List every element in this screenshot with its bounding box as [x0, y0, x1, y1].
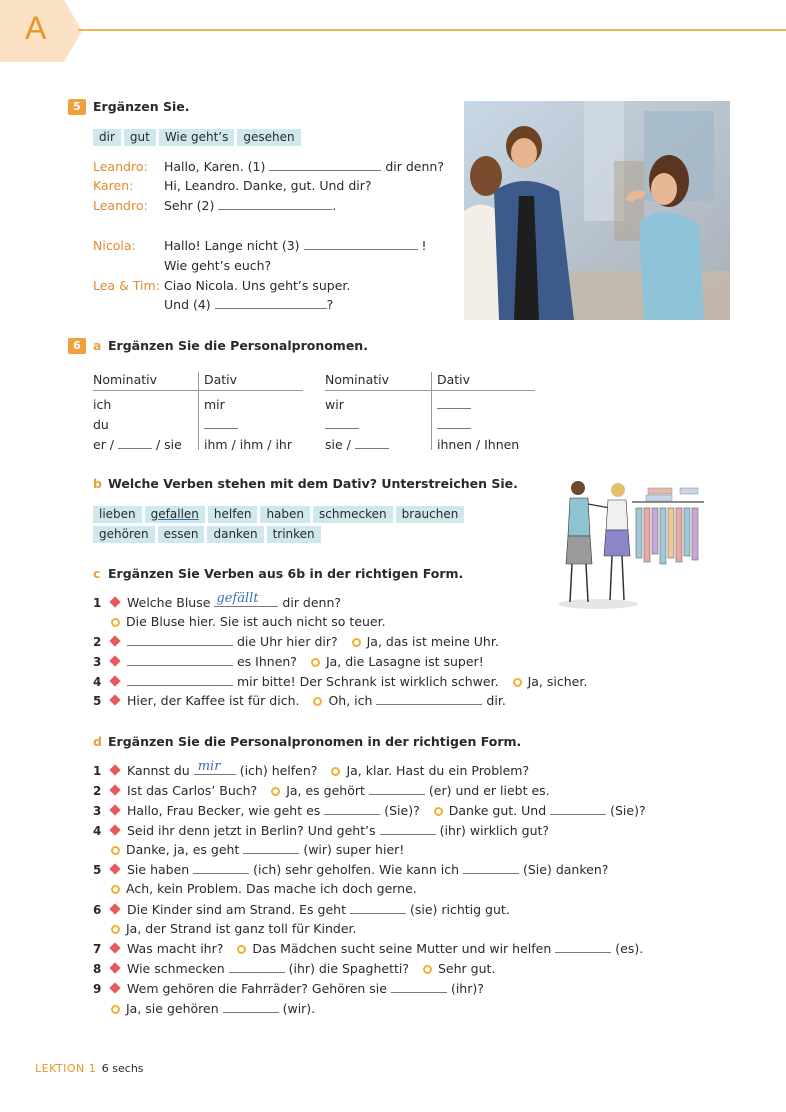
verb-bank-row	[93, 506, 467, 523]
answer-blank[interactable]	[376, 695, 482, 705]
table-cell: sie /	[325, 437, 389, 452]
exercise-item: Ach, kein Problem. Das mache ich doch gerne.	[93, 881, 417, 896]
verb-chip[interactable]: gefallen	[145, 506, 205, 523]
speaker-a-icon	[109, 962, 120, 973]
verb-chip[interactable]: helfen	[208, 506, 258, 523]
speaker-a-icon	[109, 596, 120, 607]
answer-blank[interactable]	[127, 676, 233, 686]
speaker-label: Leandro:	[93, 198, 148, 213]
speaker-b-icon	[111, 846, 120, 855]
table-blank[interactable]	[437, 397, 471, 412]
answer-blank[interactable]	[223, 1003, 279, 1013]
answer-blank[interactable]	[350, 904, 406, 914]
speaker-b-icon	[111, 618, 120, 627]
exercise-item: 3 Hallo, Frau Becker, wie geht es (Sie)? Danke gut. Und (Sie)?	[93, 803, 646, 818]
page-footer	[35, 1062, 144, 1075]
answer-blank[interactable]	[324, 805, 380, 815]
speaker-a-icon	[109, 655, 120, 666]
speaker-b-icon	[311, 658, 320, 667]
verb-chip[interactable]: essen	[158, 526, 205, 543]
handwritten-answer: gefällt	[216, 591, 259, 606]
speaker-b-icon	[313, 697, 322, 706]
answer-blank[interactable]	[355, 439, 389, 449]
answer-blank[interactable]	[555, 943, 611, 953]
speaker-a-icon	[109, 863, 120, 874]
answer-blank[interactable]	[215, 299, 327, 309]
table-blank[interactable]	[325, 417, 359, 432]
dialogue-line: Hi, Leandro. Danke, gut. Und dir?	[164, 178, 372, 193]
verb-chip[interactable]: lieben	[93, 506, 142, 523]
exercise-5-title: Ergänzen Sie.	[93, 99, 190, 114]
dialogue-line: Hallo, Karen. (1) dir denn?	[164, 159, 444, 174]
speaker-a-icon	[109, 942, 120, 953]
dialogue-line: Und (4) ?	[164, 297, 334, 312]
exercise-item: Die Bluse hier. Sie ist auch nicht so teuer.	[93, 614, 386, 629]
exercise-6d-title: Ergänzen Sie die Personalpronomen in der richtigen Form.	[108, 734, 522, 749]
verb-chip[interactable]: gehören	[93, 526, 155, 543]
handwritten-answer: mir	[197, 759, 221, 774]
speaker-b-icon	[237, 945, 246, 954]
exercise-item: 2 die Uhr hier dir? Ja, das ist meine Uhr.	[93, 634, 499, 649]
answer-blank[interactable]	[391, 983, 447, 993]
speaker-a-icon	[109, 903, 120, 914]
table-header: Dativ	[437, 372, 471, 387]
exercise-item: 5 Hier, der Kaffee ist für dich. Oh, ich dir.	[93, 693, 506, 708]
exercise-6b-title: Welche Verben stehen mit dem Dativ? Unterstreichen Sie.	[108, 476, 518, 491]
speaker-label: Karen:	[93, 178, 134, 193]
table-divider	[198, 372, 199, 450]
verb-chip[interactable]: schmecken	[313, 506, 393, 523]
header-rule	[78, 29, 786, 31]
speaker-label: Leandro:	[93, 159, 148, 174]
table-cell: ihm / ihm / ihr	[204, 437, 292, 452]
answer-blank[interactable]	[550, 805, 606, 815]
table-divider	[431, 372, 432, 450]
exercise-item: 5 Sie haben (ich) sehr geholfen. Wie kann ich (Sie) danken?	[93, 862, 609, 877]
verb-chip[interactable]: brauchen	[396, 506, 465, 523]
verb-bank-row	[93, 526, 324, 543]
shopping-illustration	[548, 474, 708, 610]
verb-chip[interactable]: haben	[260, 506, 310, 523]
dialogue-line: Wie geht’s euch?	[164, 258, 272, 273]
lesson-label: LEKTION 1	[35, 1062, 97, 1075]
speaker-b-icon	[271, 787, 280, 796]
exercise-5-word-bank	[93, 129, 304, 146]
speaker-a-icon	[109, 764, 120, 775]
chapter-letter: A	[25, 10, 47, 46]
answer-blank[interactable]	[218, 200, 332, 210]
exercise-6-badge: 6	[68, 338, 86, 354]
speaker-b-icon	[111, 885, 120, 894]
word-chip: Wie geht’s	[159, 129, 235, 146]
speaker-label: Nicola:	[93, 238, 136, 253]
answer-blank[interactable]	[369, 785, 425, 795]
exercise-6a-letter: a	[93, 338, 102, 353]
exercise-item: 4 mir bitte! Der Schrank ist wirklich schwer. Ja, sicher.	[93, 674, 588, 689]
table-header: Nominativ	[93, 372, 158, 387]
table-blank[interactable]	[204, 417, 238, 432]
exercise-5-badge: 5	[68, 99, 86, 115]
speaker-b-icon	[111, 1005, 120, 1014]
table-cell: mir	[204, 397, 225, 412]
answer-blank[interactable]	[380, 825, 436, 835]
dialogue-line: Sehr (2) .	[164, 198, 337, 213]
answer-blank[interactable]	[118, 439, 152, 449]
table-cell: ihnen / Ihnen	[437, 437, 520, 452]
speaker-a-icon	[109, 824, 120, 835]
table-cell: ich	[93, 397, 112, 412]
exercise-item: 6 Die Kinder sind am Strand. Es geht (sie) richtig gut.	[93, 902, 510, 917]
exercise-item: 4 Seid ihr denn jetzt in Berlin? Und geht’s (ihr) wirklich gut?	[93, 823, 550, 838]
table-rule	[325, 390, 535, 391]
word-chip: dir	[93, 129, 121, 146]
speaker-b-icon	[423, 965, 432, 974]
speaker-a-icon	[109, 982, 120, 993]
table-cell: wir	[325, 397, 344, 412]
speaker-b-icon	[352, 638, 361, 647]
answer-blank[interactable]	[127, 636, 233, 646]
exercise-6c-title: Ergänzen Sie Verben aus 6b in der richtigen Form.	[108, 566, 464, 581]
table-header: Dativ	[204, 372, 238, 387]
answer-blank[interactable]	[229, 963, 285, 973]
speaker-a-icon	[109, 675, 120, 686]
answer-blank[interactable]	[127, 656, 233, 666]
exercise-item: Danke, ja, es geht (wir) super hier!	[93, 842, 404, 857]
exercise-item: 9 Wem gehören die Fahrräder? Gehören sie (ihr)?	[93, 981, 484, 996]
speaker-a-icon	[109, 804, 120, 815]
verb-chip[interactable]: trinken	[267, 526, 321, 543]
exercise-item: 7 Was macht ihr? Das Mädchen sucht seine Mutter und wir helfen (es).	[93, 941, 644, 956]
answer-blank[interactable]	[304, 240, 418, 250]
exercise-6a-title: Ergänzen Sie die Personalpronomen.	[108, 338, 368, 353]
table-blank[interactable]	[437, 417, 471, 432]
speaker-a-icon	[109, 694, 120, 705]
exercise-6b-letter: b	[93, 476, 102, 491]
speaker-a-icon	[109, 635, 120, 646]
verb-chip[interactable]: danken	[207, 526, 263, 543]
exercise-6c-letter: c	[93, 566, 101, 581]
table-cell: du	[93, 417, 109, 432]
exercise-item: Ja, der Strand ist ganz toll für Kinder.	[93, 921, 357, 936]
answer-blank[interactable]	[463, 864, 519, 874]
exercise-item: 1 Welche Bluse gefällt dir denn?	[93, 591, 342, 610]
exercise-item: 8 Wie schmecken (ihr) die Spaghetti? Sehr gut.	[93, 961, 496, 976]
answer-blank[interactable]	[243, 844, 299, 854]
speaker-b-icon	[331, 767, 340, 776]
exercise-item: 3 es Ihnen? Ja, die Lasagne ist super!	[93, 654, 484, 669]
exercise-item: Ja, sie gehören (wir).	[93, 1001, 315, 1016]
dialogue-line: Hallo! Lange nicht (3) !	[164, 238, 427, 253]
dialogue-line: Ciao Nicola. Uns geht’s super.	[164, 278, 351, 293]
table-header: Nominativ	[325, 372, 390, 387]
speaker-b-icon	[111, 925, 120, 934]
speaker-label: Lea & Tim:	[93, 278, 160, 293]
greeting-photo	[464, 101, 730, 320]
speaker-b-icon	[434, 807, 443, 816]
page-number: 6 sechs	[101, 1062, 144, 1075]
table-cell: er / / sie	[93, 437, 182, 452]
exercise-6d-letter: d	[93, 734, 102, 749]
word-chip: gut	[124, 129, 156, 146]
answer-blank[interactable]	[269, 161, 381, 171]
word-chip: gesehen	[237, 129, 300, 146]
answer-blank[interactable]	[193, 864, 249, 874]
exercise-item: 2 Ist das Carlos’ Buch? Ja, es gehört (er) und er liebt es.	[93, 783, 550, 798]
speaker-a-icon	[109, 784, 120, 795]
speaker-b-icon	[513, 678, 522, 687]
exercise-item: 1 Kannst du mir (ich) helfen? Ja, klar. Hast du ein Problem?	[93, 759, 530, 778]
